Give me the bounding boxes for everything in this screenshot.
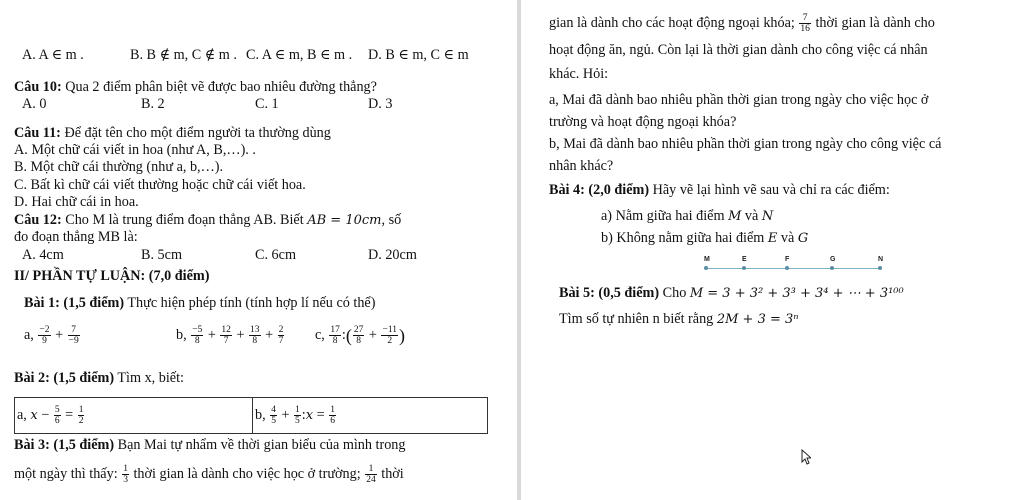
bai4-label: Bài 4: (2,0 điểm) xyxy=(549,182,650,198)
frac-x-b2: $\frac{1}{5}$ xyxy=(295,405,300,427)
point-f xyxy=(785,266,789,270)
q9-option-c: C. A ∈ m, B ∈ m . xyxy=(246,47,353,63)
q12-line2: đo đoạn thẳng MB là: xyxy=(14,229,138,245)
q10-option-a: A. 0 xyxy=(22,96,47,112)
q12-text: Cho M là trung điểm đoạn thẳng AB. Biết xyxy=(65,212,304,228)
bai1-b-label: b, xyxy=(176,327,187,343)
bai2-a-label: a, xyxy=(17,407,27,423)
q12-text-tail: , số xyxy=(381,212,402,228)
bai3 xyxy=(14,437,406,454)
q12-math: AB = 10cm xyxy=(307,213,382,228)
bai4-b-and: và xyxy=(780,230,795,246)
frac-x-b3: $\frac{1}{6}$ xyxy=(330,405,335,427)
q10 xyxy=(14,79,377,96)
q11-text: Để đặt tên cho một điểm người ta thường dùng xyxy=(64,125,331,141)
mouse-cursor-icon xyxy=(801,449,811,465)
label-e: E xyxy=(742,256,747,263)
right-p2: hoạt động ăn, ngủ. Còn lại là thời gian dành cho công việc cá nhân xyxy=(549,42,928,58)
point-n xyxy=(878,266,882,270)
q11-option-b: B. Một chữ cái thường (như a, b,…). xyxy=(14,159,224,175)
right-page xyxy=(521,0,1024,500)
frac-c1: $\frac{17}{8}$ xyxy=(330,325,340,347)
q12-option-d: D. 20cm xyxy=(368,247,417,263)
bai3-text-1: Bạn Mai tự nhẩm về thời gian biểu của mình trong xyxy=(117,437,406,453)
point-g xyxy=(830,266,834,270)
bai1-part-c: c, $\frac{17}{8}$ :( $\frac{27}{8}$ + $\frac{-11}{2}$ ) xyxy=(315,325,405,347)
frac-t1: $\frac{1}{3}$ xyxy=(123,464,128,486)
bai2-label: Bài 2: (1,5 điểm) xyxy=(14,370,115,386)
q9-option-b: B. B ∉ m, C ∉ m . xyxy=(130,47,237,63)
bai2-cell-b: b, $\frac{4}{5}$ + $\frac{1}{5}$ :x = $\frac{1}{6}$ xyxy=(255,405,335,427)
bai3-text-2c: thời xyxy=(381,466,404,482)
frac-b2: $\frac{12}{7}$ xyxy=(221,325,231,347)
right-p6: b, Mai đã dành bao nhiêu phần thời gian trong ngày cho công việc cá xyxy=(549,136,942,152)
bai4-part-a xyxy=(601,208,773,225)
q9-option-d: D. B ∈ m, C ∈ m xyxy=(368,47,469,63)
q11 xyxy=(14,125,331,142)
bai1-label: Bài 1: (1,5 điểm) xyxy=(24,295,125,311)
frac-c2: $\frac{27}{8}$ xyxy=(353,325,364,347)
frac-b4: $\frac{2}{7}$ xyxy=(278,325,284,347)
q10-option-b: B. 2 xyxy=(141,96,165,112)
bai2-table xyxy=(14,397,488,434)
frac-t2: $\frac{1}{24}$ xyxy=(366,464,376,486)
q10-label: Câu 10: xyxy=(14,79,62,95)
frac-x-a2: $\frac{1}{2}$ xyxy=(78,405,84,427)
right-p5: trường và hoạt động ngoại khóa? xyxy=(549,114,737,130)
bai1 xyxy=(24,295,375,312)
frac-b3: $\frac{13}{8}$ xyxy=(250,325,260,347)
bai4-a-text: a) Nằm giữa hai điểm xyxy=(601,208,725,224)
label-m: M xyxy=(704,256,710,263)
bai4-part-b xyxy=(601,230,808,247)
bai2 xyxy=(14,370,184,387)
q12-option-c: C. 6cm xyxy=(255,247,296,263)
bai3-text-2b: thời gian là dành cho việc học ở trường; xyxy=(133,466,361,482)
label-g: G xyxy=(830,256,836,263)
point-m xyxy=(704,266,708,270)
q12 xyxy=(14,212,401,229)
frac-a1: $\frac{-2}{9}$ xyxy=(39,325,50,347)
segment-diagram xyxy=(700,256,886,276)
bai4-a-and: và xyxy=(744,208,759,224)
q10-option-d: D. 3 xyxy=(368,96,393,112)
bai4 xyxy=(549,182,890,199)
bai4-a-m: M xyxy=(728,209,742,224)
bai1-part-a: a, $\frac{-2}{9}$ + $\frac{7}{-9}$ xyxy=(24,325,79,347)
bai1-a-label: a, xyxy=(24,327,34,343)
bai3-label: Bài 3: (1,5 điểm) xyxy=(14,437,115,453)
bai4-b-g: G xyxy=(797,231,809,246)
right-p3: khác. Hỏi: xyxy=(549,66,609,82)
bai3-text-2a: một ngày thì thấy: xyxy=(14,466,118,482)
bai2-b-label: b, xyxy=(255,407,266,423)
right-p1b: thời gian là dành cho xyxy=(815,15,935,31)
bai4-text: Hãy vẽ lại hình vẽ sau và chỉ ra các điểm: xyxy=(652,182,890,198)
frac-x-a1: $\frac{5}{6}$ xyxy=(54,405,60,427)
bai2-cell-a: a, x − $\frac{5}{6}$ = $\frac{1}{2}$ xyxy=(15,398,253,433)
section-title: II/ PHẦN TỰ LUẬN: (7,0 điểm) xyxy=(14,268,210,284)
bai5 xyxy=(559,285,904,302)
q12-option-b: B. 5cm xyxy=(141,247,182,263)
q11-option-a: A. Một chữ cái viết in hoa (như A, B,…). . xyxy=(14,142,256,158)
bai5-label: Bài 5: (0,5 điểm) xyxy=(559,285,660,301)
q10-text: Qua 2 điểm phân biệt vẽ được bao nhiêu đường thẳng? xyxy=(65,79,377,95)
q11-option-d: D. Hai chữ cái in hoa. xyxy=(14,194,139,210)
bai5-sum: M = 3 + 3² + 3³ + 3⁴ + ⋯ + 3¹⁰⁰ xyxy=(689,286,904,301)
bai2-text: Tìm x, biết: xyxy=(117,370,184,386)
bai4-a-n: N xyxy=(761,209,774,224)
frac-b1: $\frac{-5}{8}$ xyxy=(192,325,203,347)
q9-option-a: A. A ∈ m . xyxy=(22,47,84,63)
q12-option-a: A. 4cm xyxy=(22,247,64,263)
label-f: F xyxy=(785,256,790,263)
bai5-line2-text: Tìm số tự nhiên n biết rằng xyxy=(559,311,714,327)
bai1-text: Thực hiện phép tính (tính hợp lí nếu có thể) xyxy=(127,295,376,311)
frac-x-b1: $\frac{4}{5}$ xyxy=(271,405,276,427)
q11-label: Câu 11: xyxy=(14,125,61,141)
bai5-eq: 2M + 3 = 3ⁿ xyxy=(716,312,799,327)
q12-label: Câu 12: xyxy=(14,212,62,228)
right-p4: a, Mai đã dành bao nhiêu phần thời gian trong ngày cho việc học ở xyxy=(549,92,929,108)
bai1-c-label: c, xyxy=(315,327,325,343)
frac-a2: $\frac{7}{-9}$ xyxy=(68,325,79,347)
q10-option-c: C. 1 xyxy=(255,96,279,112)
frac-c3: $\frac{-11}{2}$ xyxy=(382,325,397,347)
frac-t3: $\frac{7}{16}$ xyxy=(800,13,810,35)
right-p1a: gian là dành cho các hoạt động ngoại khóa; xyxy=(549,15,795,31)
segment-line xyxy=(704,268,882,269)
right-p7: nhân khác? xyxy=(549,158,614,174)
right-p1 xyxy=(549,8,935,38)
bai1-part-b: b, $\frac{-5}{8}$ + $\frac{12}{7}$ + $\frac{13}{8}$ + $\frac{2}{7}$ xyxy=(176,325,284,347)
bai3-line2 xyxy=(14,459,404,489)
point-e xyxy=(742,266,746,270)
bai5-text: Cho xyxy=(662,285,687,301)
q11-option-c: C. Bất kì chữ cái viết thường hoặc chữ cái viết hoa. xyxy=(14,177,306,193)
label-n: N xyxy=(878,256,884,263)
bai4-b-e: E xyxy=(767,231,778,246)
bai5-line2 xyxy=(559,311,799,328)
bai4-b-text: b) Không nằm giữa hai điểm xyxy=(601,230,765,246)
